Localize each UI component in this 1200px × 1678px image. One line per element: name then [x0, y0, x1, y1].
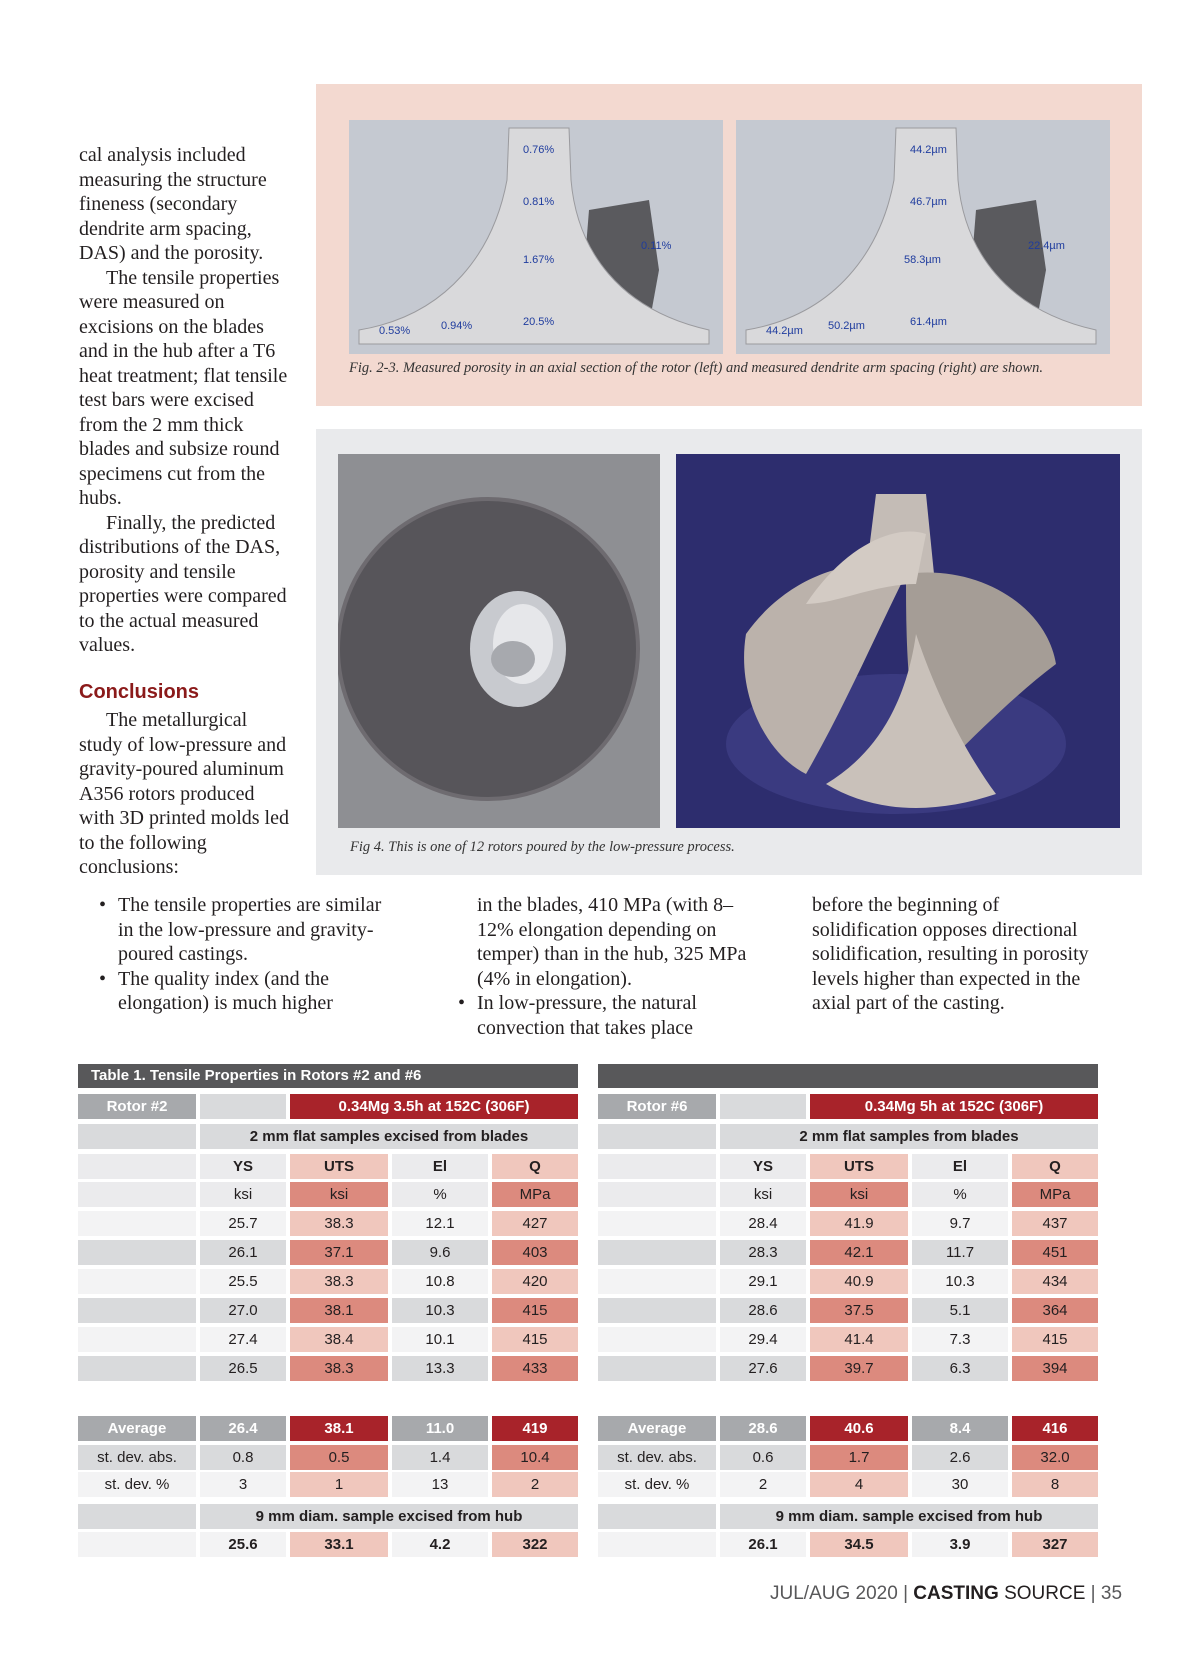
table-title-bar [598, 1064, 1098, 1088]
blank-cell [78, 1532, 196, 1557]
average-value: 26.4 [200, 1416, 286, 1441]
treatment-label: 0.34Mg 3.5h at 152C (306F) [290, 1094, 578, 1119]
value-cell: 415 [492, 1327, 578, 1352]
stdev-abs-value: 1.4 [392, 1445, 488, 1470]
das-label: 58.3µm [904, 254, 941, 266]
unit-cell: % [912, 1182, 1008, 1207]
table-row [598, 1298, 1098, 1323]
das-label: 50.2µm [828, 320, 865, 332]
hub-section-label: 9 mm diam. sample excised from hub [200, 1504, 578, 1529]
porosity-label: 0.76% [523, 144, 555, 156]
value-cell: 10.8 [392, 1269, 488, 1294]
stdev-abs-value: 2.6 [912, 1445, 1008, 1470]
value-cell: 41.9 [810, 1211, 908, 1236]
value-cell: 38.3 [290, 1356, 388, 1381]
value-cell: 433 [492, 1356, 578, 1381]
value-cell: 6.3 [912, 1356, 1008, 1381]
table-row [598, 1211, 1098, 1236]
value-cell: 29.1 [720, 1269, 806, 1294]
hub-section-row [78, 1504, 578, 1529]
section-row [598, 1124, 1098, 1149]
table-row [598, 1327, 1098, 1352]
value-cell: 420 [492, 1269, 578, 1294]
unit-cell: ksi [720, 1182, 806, 1207]
rotor-bottom-photo [338, 454, 660, 828]
bullet-item: • The tensile properties are similar in the low-pressure and gravity-poured castings. [96, 893, 386, 967]
section-label: 2 mm flat samples from blades [720, 1124, 1098, 1149]
page-number: 35 [1100, 1583, 1123, 1604]
figure-4-caption: Fig 4. This is one of 12 rotors poured by the low-pressure process. [350, 839, 735, 855]
value-cell: 434 [1012, 1269, 1098, 1294]
paragraph-analysis: cal analysis included measuring the structure fineness (secondary dendrite arm spacing, DAS) and the porosity. [79, 144, 267, 264]
blank-cell [598, 1298, 716, 1323]
blank-cell [78, 1504, 196, 1529]
table-title: Table 1. Tensile Properties in Rotors #2 and #6 [78, 1064, 578, 1088]
stdev-pct-label: st. dev. % [598, 1472, 716, 1497]
stdev-pct-row [598, 1472, 1098, 1497]
value-cell: 394 [1012, 1356, 1098, 1381]
section-label: 2 mm flat samples excised from blades [200, 1124, 578, 1149]
porosity-section-photo [349, 120, 723, 354]
blank-cell [598, 1504, 716, 1529]
stdev-abs-row [78, 1445, 578, 1470]
average-value: 38.1 [290, 1416, 388, 1441]
bullet-continuation: before the beginning of solidification opposes directional solidification, resulting in porosity levels higher than expected in the axial part of the casting. [812, 894, 1089, 1014]
treatment-label: 0.34Mg 5h at 152C (306F) [810, 1094, 1098, 1119]
header-uts: UTS [810, 1154, 908, 1179]
value-cell: 427 [492, 1211, 578, 1236]
das-section-photo [736, 120, 1110, 354]
bullets-column-2 [455, 893, 755, 1040]
stdev-abs-label: st. dev. abs. [78, 1445, 196, 1470]
header-uts: UTS [290, 1154, 388, 1179]
blank-cell [598, 1124, 716, 1149]
average-label: Average [598, 1416, 716, 1441]
units-row [598, 1182, 1098, 1207]
column-header-row [598, 1154, 1098, 1179]
bullet-item: • The quality index (and the elongation) is much higher [96, 967, 386, 1016]
stdev-abs-label: st. dev. abs. [598, 1445, 716, 1470]
value-cell: 28.3 [720, 1240, 806, 1265]
value-cell: 10.3 [392, 1298, 488, 1323]
footer-divider: | [1090, 1583, 1101, 1604]
stdev-pct-value: 13 [392, 1472, 488, 1497]
blank-cell [598, 1532, 716, 1557]
average-value: 28.6 [720, 1416, 806, 1441]
blank-cell [598, 1269, 716, 1294]
hub-section-label: 9 mm diam. sample excised from hub [720, 1504, 1098, 1529]
blank-cell [598, 1154, 716, 1179]
stdev-abs-value: 10.4 [492, 1445, 578, 1470]
table-row [598, 1356, 1098, 1381]
hub-value: 327 [1012, 1532, 1098, 1557]
stdev-pct-value: 30 [912, 1472, 1008, 1497]
porosity-label: 0.53% [379, 325, 411, 337]
paragraph-predicted: Finally, the predicted distributions of the DAS, porosity and tensile properties were compared to the actual measured values. [79, 511, 287, 656]
figure-4 [316, 429, 1142, 875]
publication-brand: CASTING [913, 1583, 999, 1604]
bullet-continuation: in the blades, 410 MPa (with 8–12% elongation depending on temper) than in the hub, 325 MPa (4% in elongation). [477, 894, 747, 990]
value-cell: 27.0 [200, 1298, 286, 1323]
value-cell: 10.1 [392, 1327, 488, 1352]
section-row [78, 1124, 578, 1149]
value-cell: 27.6 [720, 1356, 806, 1381]
hub-value: 25.6 [200, 1532, 286, 1557]
average-value: 11.0 [392, 1416, 488, 1441]
value-cell: 7.3 [912, 1327, 1008, 1352]
hub-value: 26.1 [720, 1532, 806, 1557]
value-cell: 451 [1012, 1240, 1098, 1265]
header-q: Q [1012, 1154, 1098, 1179]
table-row [78, 1269, 578, 1294]
value-cell: 38.4 [290, 1327, 388, 1352]
das-label: 46.7µm [910, 196, 947, 208]
stdev-pct-value: 2 [492, 1472, 578, 1497]
value-cell: 403 [492, 1240, 578, 1265]
table-rotor-2 [78, 1064, 578, 1553]
porosity-label: 1.67% [523, 254, 555, 266]
value-cell: 25.7 [200, 1211, 286, 1236]
blank-cell [78, 1269, 196, 1294]
table-header-row [598, 1094, 1098, 1119]
value-cell: 42.1 [810, 1240, 908, 1265]
stdev-abs-value: 0.5 [290, 1445, 388, 1470]
bullet-item: • In low-pressure, the natural convection that takes place [455, 991, 755, 1040]
value-cell: 9.6 [392, 1240, 488, 1265]
value-cell: 11.7 [912, 1240, 1008, 1265]
blank-cell [78, 1298, 196, 1323]
blank-cell [200, 1094, 286, 1119]
hub-value: 33.1 [290, 1532, 388, 1557]
footer-divider: | [903, 1583, 914, 1604]
value-cell: 364 [1012, 1298, 1098, 1323]
blank-cell [78, 1211, 196, 1236]
stdev-pct-label: st. dev. % [78, 1472, 196, 1497]
value-cell: 12.1 [392, 1211, 488, 1236]
blank-cell [78, 1182, 196, 1207]
stdev-abs-value: 32.0 [1012, 1445, 1098, 1470]
blank-cell [720, 1094, 806, 1119]
value-cell: 28.4 [720, 1211, 806, 1236]
blank-cell [598, 1356, 716, 1381]
blank-cell [598, 1327, 716, 1352]
issue-date: JUL/AUG 2020 [770, 1583, 898, 1604]
value-cell: 9.7 [912, 1211, 1008, 1236]
stdev-abs-row [598, 1445, 1098, 1470]
value-cell: 10.3 [912, 1269, 1008, 1294]
unit-cell: MPa [492, 1182, 578, 1207]
header-ys: YS [720, 1154, 806, 1179]
table-row [78, 1327, 578, 1352]
header-q: Q [492, 1154, 578, 1179]
stdev-pct-value: 4 [810, 1472, 908, 1497]
value-cell: 415 [1012, 1327, 1098, 1352]
table-row [78, 1298, 578, 1323]
value-cell: 5.1 [912, 1298, 1008, 1323]
das-label: 44.2µm [910, 144, 947, 156]
header-el: El [392, 1154, 488, 1179]
stdev-abs-value: 0.8 [200, 1445, 286, 1470]
stdev-pct-row [78, 1472, 578, 1497]
hub-section-row [598, 1504, 1098, 1529]
bullets-column-1 [96, 893, 386, 1016]
porosity-label: 0.94% [441, 320, 473, 332]
hub-row [78, 1532, 578, 1557]
value-cell: 415 [492, 1298, 578, 1323]
hub-value: 4.2 [392, 1532, 488, 1557]
blank-cell [78, 1240, 196, 1265]
value-cell: 38.3 [290, 1211, 388, 1236]
porosity-label: 20.5% [523, 316, 555, 328]
value-cell: 26.5 [200, 1356, 286, 1381]
average-row [78, 1416, 578, 1441]
value-cell: 39.7 [810, 1356, 908, 1381]
porosity-label: 0.81% [523, 196, 555, 208]
paragraph-tensile: The tensile properties were measured on excisions on the blades and in the hub after a T6 heat treatment; flat tensile test bars were excised from the 2 mm thick blades and subsize round specimens cut from the hubs. [79, 266, 288, 509]
table-rotor-6 [598, 1064, 1098, 1553]
stdev-pct-value: 1 [290, 1472, 388, 1497]
unit-cell: % [392, 1182, 488, 1207]
rotor-label: Rotor #6 [598, 1094, 716, 1119]
table-header-row [78, 1094, 578, 1119]
table-row [598, 1240, 1098, 1265]
value-cell: 27.4 [200, 1327, 286, 1352]
rotor-label: Rotor #2 [78, 1094, 196, 1119]
stdev-abs-value: 1.7 [810, 1445, 908, 1470]
hub-row [598, 1532, 1098, 1557]
unit-cell: MPa [1012, 1182, 1098, 1207]
das-label: 44.2µm [766, 325, 803, 337]
stdev-abs-value: 0.6 [720, 1445, 806, 1470]
page-footer [770, 1583, 1122, 1605]
unit-cell: ksi [200, 1182, 286, 1207]
stdev-pct-value: 8 [1012, 1472, 1098, 1497]
das-label: 22.4µm [1028, 240, 1065, 252]
blank-cell [78, 1154, 196, 1179]
blank-cell [78, 1356, 196, 1381]
value-cell: 437 [1012, 1211, 1098, 1236]
units-row [78, 1182, 578, 1207]
unit-cell: ksi [810, 1182, 908, 1207]
value-cell: 40.9 [810, 1269, 908, 1294]
average-value: 419 [492, 1416, 578, 1441]
figure-2-3-caption: Fig. 2-3. Measured porosity in an axial section of the rotor (left) and measured dendrite arm spacing (right) are shown. [349, 360, 1044, 376]
blank-cell [78, 1124, 196, 1149]
value-cell: 37.5 [810, 1298, 908, 1323]
average-label: Average [78, 1416, 196, 1441]
table-row [78, 1356, 578, 1381]
rotor-casting-photo [676, 454, 1120, 828]
porosity-label: 0.11% [641, 240, 672, 252]
hub-value: 3.9 [912, 1532, 1008, 1557]
bullets-column-3 [812, 893, 1102, 1016]
value-cell: 13.3 [392, 1356, 488, 1381]
header-ys: YS [200, 1154, 286, 1179]
blank-cell [78, 1327, 196, 1352]
average-value: 40.6 [810, 1416, 908, 1441]
table-row [598, 1269, 1098, 1294]
value-cell: 38.1 [290, 1298, 388, 1323]
value-cell: 41.4 [810, 1327, 908, 1352]
hub-value: 322 [492, 1532, 578, 1557]
average-value: 416 [1012, 1416, 1098, 1441]
blank-cell [598, 1211, 716, 1236]
value-cell: 38.3 [290, 1269, 388, 1294]
paragraph-conclusions: The metallurgical study of low-pressure and gravity-poured aluminum A356 rotors produced with 3D printed molds led to the following conclusions: [79, 709, 289, 878]
stdev-pct-value: 2 [720, 1472, 806, 1497]
value-cell: 26.1 [200, 1240, 286, 1265]
value-cell: 29.4 [720, 1327, 806, 1352]
publication-brand-suffix: SOURCE [1004, 1583, 1086, 1604]
figure-2-3 [316, 84, 1142, 406]
value-cell: 25.5 [200, 1269, 286, 1294]
average-value: 8.4 [912, 1416, 1008, 1441]
blank-cell [598, 1182, 716, 1207]
value-cell: 37.1 [290, 1240, 388, 1265]
left-text-column [79, 143, 294, 880]
average-row [598, 1416, 1098, 1441]
das-label: 61.4µm [910, 316, 947, 328]
column-header-row [78, 1154, 578, 1179]
conclusions-heading: Conclusions [79, 680, 200, 703]
header-el: El [912, 1154, 1008, 1179]
stdev-pct-value: 3 [200, 1472, 286, 1497]
hub-value: 34.5 [810, 1532, 908, 1557]
value-cell: 28.6 [720, 1298, 806, 1323]
unit-cell: ksi [290, 1182, 388, 1207]
table-row [78, 1240, 578, 1265]
blank-cell [598, 1240, 716, 1265]
table-row [78, 1211, 578, 1236]
